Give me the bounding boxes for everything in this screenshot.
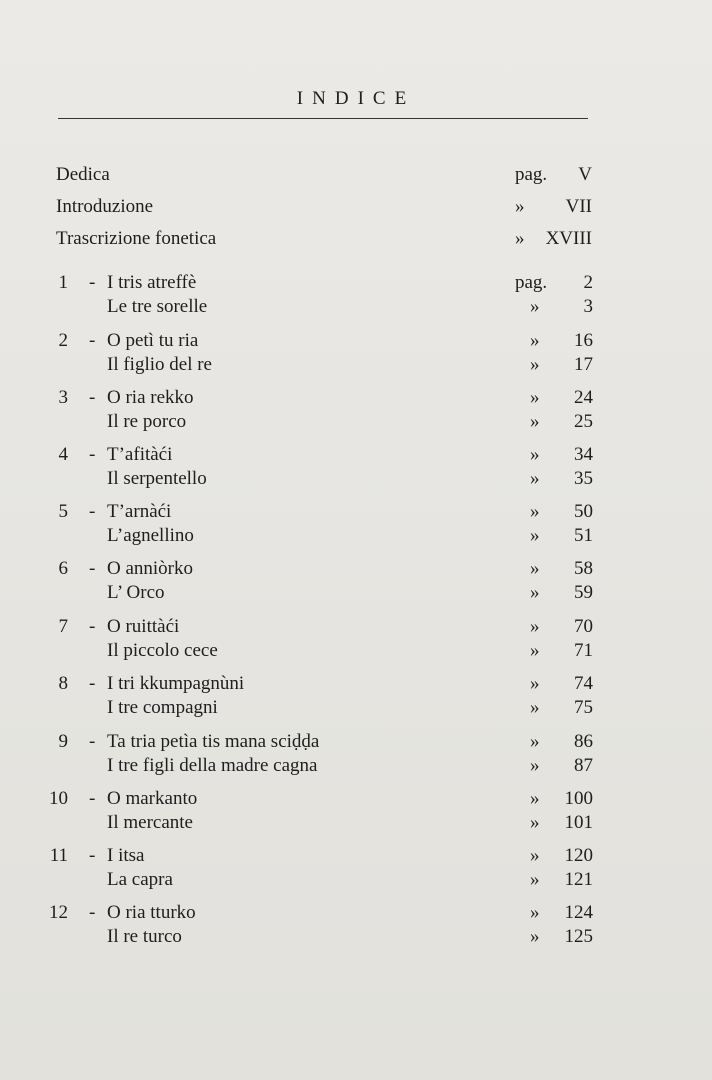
- tale-number: 3: [58, 387, 68, 408]
- toc-tale-title-row: [0, 843, 712, 869]
- toc-page-marker: »: [530, 869, 540, 890]
- toc-page-marker: pag.: [515, 272, 548, 293]
- toc-page-number: VII: [565, 196, 592, 217]
- toc-tale-translation-row: [0, 695, 712, 721]
- toc-tale-title-row: [0, 442, 712, 468]
- tale-title-page-number: 2: [583, 272, 593, 293]
- tale-title-page-number: 70: [574, 616, 593, 637]
- tale-italian-title: Il mercante: [107, 812, 193, 833]
- toc-page-marker: »: [530, 902, 540, 923]
- tale-italian-title: La capra: [107, 869, 173, 890]
- title-rule: [58, 118, 588, 119]
- page-title: INDICE: [296, 88, 416, 109]
- tale-title-page-number: 100: [564, 788, 593, 809]
- toc-page-marker: »: [530, 755, 540, 776]
- toc-page-marker: pag.: [515, 164, 548, 185]
- toc-tale-title-row: [0, 786, 712, 812]
- tale-griko-title: O ruittàći: [107, 616, 180, 637]
- tale-number: 1: [58, 272, 68, 293]
- toc-tale-title-row: [0, 499, 712, 525]
- tale-dash: -: [89, 330, 96, 351]
- tale-translation-page-number: 35: [574, 468, 593, 489]
- toc-entry-label: Dedica: [56, 164, 110, 185]
- tale-italian-title: Il piccolo cece: [107, 640, 218, 661]
- toc-page-marker: »: [530, 387, 540, 408]
- tale-dash: -: [89, 845, 96, 866]
- tale-italian-title: L’ Orco: [107, 582, 165, 603]
- toc-page-number: V: [578, 164, 592, 185]
- tale-griko-title: I tris atreffè: [107, 272, 197, 293]
- toc-page-marker: »: [530, 788, 540, 809]
- tale-griko-title: I tri kkumpagnùni: [107, 673, 245, 694]
- tale-translation-page-number: 59: [574, 582, 593, 603]
- toc-tale-translation-row: [0, 409, 712, 435]
- tale-dash: -: [89, 444, 96, 465]
- toc-page-marker: »: [530, 468, 540, 489]
- toc-front-matter-row: [0, 226, 712, 252]
- toc-front-matter-row: [0, 194, 712, 220]
- tale-italian-title: Il figlio del re: [107, 354, 212, 375]
- toc-page-marker: »: [530, 673, 540, 694]
- toc-page-marker: »: [530, 411, 540, 432]
- tale-title-page-number: 124: [564, 902, 593, 923]
- toc-page-marker: »: [530, 845, 540, 866]
- tale-griko-title: O ria tturko: [107, 902, 196, 923]
- toc-page-marker: »: [530, 582, 540, 603]
- tale-italian-title: Le tre sorelle: [107, 296, 208, 317]
- tale-griko-title: O markanto: [107, 788, 198, 809]
- tale-title-page-number: 58: [574, 558, 593, 579]
- tale-title-page-number: 16: [574, 330, 593, 351]
- tale-title-page-number: 24: [574, 387, 593, 408]
- toc-tale-translation-row: [0, 924, 712, 950]
- tale-translation-page-number: 3: [583, 296, 593, 317]
- tale-number: 6: [58, 558, 68, 579]
- toc-tale-translation-row: [0, 352, 712, 378]
- tale-griko-title: O anniòrko: [107, 558, 194, 579]
- tale-dash: -: [89, 272, 96, 293]
- tale-number: 12: [49, 902, 68, 923]
- tale-italian-title: I tre compagni: [107, 697, 218, 718]
- tale-translation-page-number: 121: [564, 869, 593, 890]
- toc-tale-translation-row: [0, 580, 712, 606]
- tale-translation-page-number: 25: [574, 411, 593, 432]
- tale-griko-title: Ta tria petìa tis mana sciḍḍa: [107, 731, 320, 752]
- tale-dash: -: [89, 902, 96, 923]
- toc-tale-title-row: [0, 270, 712, 296]
- toc-page-marker: »: [530, 731, 540, 752]
- toc-entry-label: Introduzione: [56, 196, 154, 217]
- toc-page-marker: »: [530, 501, 540, 522]
- tale-number: 9: [58, 731, 68, 752]
- toc-tale-translation-row: [0, 638, 712, 664]
- toc-tale-title-row: [0, 900, 712, 926]
- tale-translation-page-number: 71: [574, 640, 593, 661]
- tale-italian-title: Il re turco: [107, 926, 182, 947]
- tale-dash: -: [89, 501, 96, 522]
- toc-page-marker: »: [530, 697, 540, 718]
- tale-title-page-number: 74: [574, 673, 593, 694]
- tale-title-page-number: 50: [574, 501, 593, 522]
- tale-translation-page-number: 87: [574, 755, 593, 776]
- toc-tale-title-row: [0, 328, 712, 354]
- toc-page-marker: »: [515, 228, 525, 249]
- toc-entry-label: Trascrizione fonetica: [56, 228, 217, 249]
- toc-tale-translation-row: [0, 466, 712, 492]
- toc-page-marker: »: [530, 926, 540, 947]
- toc-page-marker: »: [530, 812, 540, 833]
- toc-tale-translation-row: [0, 294, 712, 320]
- toc-page-marker: »: [530, 354, 540, 375]
- tale-title-page-number: 34: [574, 444, 593, 465]
- tale-dash: -: [89, 673, 96, 694]
- tale-dash: -: [89, 731, 96, 752]
- tale-number: 7: [58, 616, 68, 637]
- tale-number: 11: [49, 845, 68, 866]
- tale-number: 4: [58, 444, 68, 465]
- toc-page-marker: »: [530, 525, 540, 546]
- tale-number: 10: [49, 788, 68, 809]
- tale-griko-title: T’afitàći: [107, 444, 173, 465]
- tale-italian-title: Il re porco: [107, 411, 187, 432]
- tale-translation-page-number: 51: [574, 525, 593, 546]
- tale-italian-title: Il serpentello: [107, 468, 207, 489]
- tale-griko-title: T’arnàći: [107, 501, 172, 522]
- toc-tale-title-row: [0, 556, 712, 582]
- toc-tale-title-row: [0, 614, 712, 640]
- tale-title-page-number: 86: [574, 731, 593, 752]
- toc-page-marker: »: [530, 444, 540, 465]
- tale-dash: -: [89, 788, 96, 809]
- toc-tale-title-row: [0, 671, 712, 697]
- toc-page-marker: »: [515, 196, 525, 217]
- toc-tale-translation-row: [0, 867, 712, 893]
- toc-tale-translation-row: [0, 810, 712, 836]
- tale-translation-page-number: 75: [574, 697, 593, 718]
- toc-tale-translation-row: [0, 523, 712, 549]
- toc-front-matter-row: [0, 162, 712, 188]
- tale-translation-page-number: 101: [564, 812, 593, 833]
- tale-number: 2: [58, 330, 68, 351]
- toc-tale-title-row: [0, 729, 712, 755]
- toc-tale-translation-row: [0, 753, 712, 779]
- toc-page-number: XVIII: [545, 228, 592, 249]
- toc-page-marker: »: [530, 330, 540, 351]
- tale-number: 5: [58, 501, 68, 522]
- tale-italian-title: L’agnellino: [107, 525, 194, 546]
- tale-griko-title: O ria rekko: [107, 387, 194, 408]
- tale-title-page-number: 120: [564, 845, 593, 866]
- tale-italian-title: I tre figli della madre cagna: [107, 755, 318, 776]
- tale-griko-title: I itsa: [107, 845, 145, 866]
- toc-page-marker: »: [530, 296, 540, 317]
- toc-page-marker: »: [530, 640, 540, 661]
- tale-griko-title: O petì tu ria: [107, 330, 199, 351]
- tale-translation-page-number: 125: [564, 926, 593, 947]
- tale-dash: -: [89, 387, 96, 408]
- toc-page-marker: »: [530, 558, 540, 579]
- toc-tale-title-row: [0, 385, 712, 411]
- tale-number: 8: [58, 673, 68, 694]
- tale-dash: -: [89, 558, 96, 579]
- toc-page-marker: »: [530, 616, 540, 637]
- tale-dash: -: [89, 616, 96, 637]
- tale-translation-page-number: 17: [574, 354, 593, 375]
